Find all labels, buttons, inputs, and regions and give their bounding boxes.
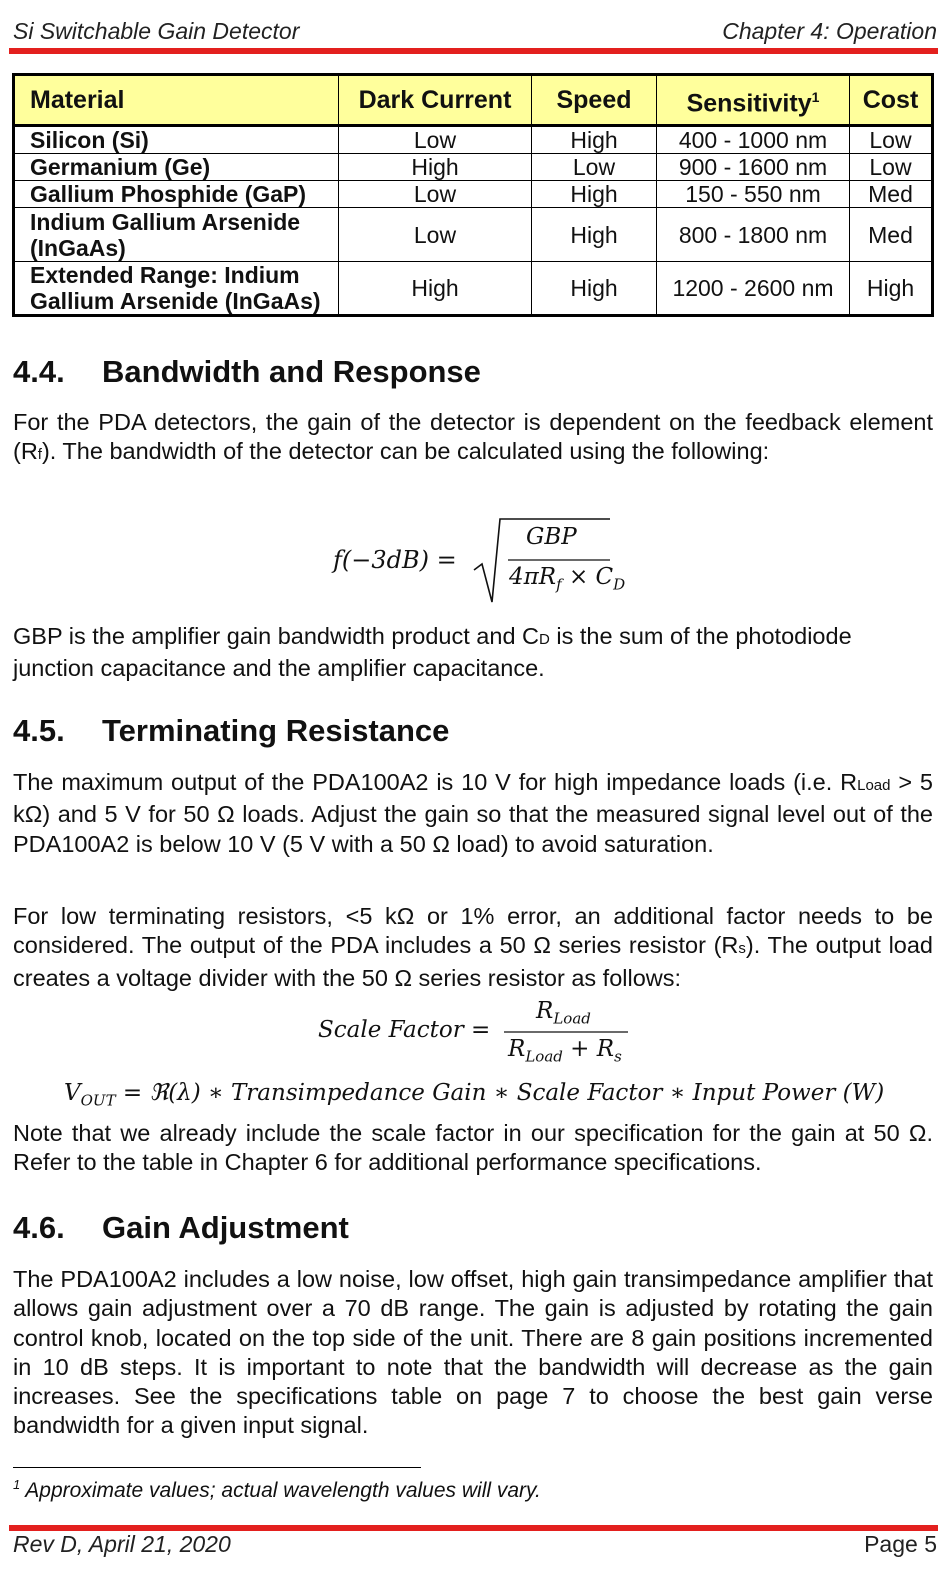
table-cell: High: [532, 181, 657, 208]
paragraph-bandwidth-intro: [13, 408, 933, 470]
table-cell: Low: [850, 126, 933, 154]
col-header: Material: [14, 75, 339, 126]
table-cell: High: [532, 208, 657, 262]
paragraph-max-output: [13, 768, 933, 859]
paragraph-gain-adjustment: The PDA100A2 includes a low noise, low offset, high gain transimpedance amplifier that allows gain adjustment over a 70 dB range. The gain is adjusted by rotating the gain control knob, located on the top side of the unit. There are 8 gain positions incremented in 10 dB steps. It is important to note that the bandwidth will decrease as the gain increases. See the specifications table on page 7 to choose the best gain verse bandwidth for a given input signal.: [13, 1266, 933, 1439]
table-cell: Low: [339, 181, 532, 208]
text-run: ). The output load creates a voltage divider with the 50 Ω series resistor as follows:: [13, 932, 933, 991]
subscript: D: [539, 631, 550, 648]
section-heading-4-4: [13, 354, 481, 390]
eq-bandwidth-denominator: [509, 564, 625, 594]
text-run: R: [508, 1036, 526, 1062]
eq-scale-factor-numerator: [536, 998, 591, 1028]
table-cell: Med: [850, 181, 933, 208]
section-title: Terminating Resistance: [102, 713, 450, 748]
table-cell: Med: [850, 208, 933, 262]
paragraph-low-terminating: [13, 902, 933, 993]
table-cell: Silicon (Si): [30, 127, 149, 153]
text-run: The maximum output of the PDA100A2 is 10 V for high impedance loads (i.e. R: [13, 769, 858, 795]
subscript: Load: [857, 777, 891, 794]
subscript: OUT: [80, 1091, 116, 1110]
eq-bandwidth-numerator: GBP: [526, 524, 577, 550]
table-row: [14, 208, 933, 262]
table-row: [14, 126, 933, 154]
footnote-number: 1: [13, 1477, 21, 1492]
text-run: > 5 kΩ) and 5 V for 50 Ω loads. Adjust the gain so that the measured signal level out of the PDA100A2 is below 10 V (5 V with a 50 Ω load) to avoid saturation.: [13, 769, 933, 857]
footnote-text: Approximate values; actual wavelength values will vary.: [20, 1479, 541, 1502]
col-header: Cost: [850, 75, 933, 126]
section-heading-4-6: [13, 1210, 349, 1246]
section-number: 4.5.: [13, 713, 65, 748]
table-cell: Low: [850, 154, 933, 181]
section-number: 4.6.: [13, 1210, 65, 1245]
text-run: 4πR: [509, 564, 557, 590]
col-header-text: Sensitivity: [686, 89, 812, 118]
table-cell: 1200 - 2600 nm: [657, 262, 850, 316]
footnote-marker: 1: [811, 88, 820, 105]
table-cell: 150 - 550 nm: [657, 181, 850, 208]
subscript: D: [613, 575, 626, 594]
subscript: f: [37, 446, 42, 464]
text-run: For low terminating resistors, <5 kΩ or 1% error, an additional factor needs to be considered. The output of the PDA includes a 50 Ω series resistor (R: [13, 903, 933, 959]
subscript: Load: [525, 1047, 563, 1066]
eq-bandwidth-lhs: f(−3dB) =: [333, 546, 457, 574]
table-cell: Indium Gallium Arsenide (InGaAs): [14, 208, 339, 262]
table-row: [14, 181, 933, 208]
table-header-row: [14, 75, 933, 126]
table-cell: Germanium (Ge): [14, 154, 339, 181]
text-run: = ℜ(λ) ∗ Transimpedance Gain ∗ Scale Factor ∗ Input Power (W): [115, 1080, 885, 1106]
table-cell: High: [532, 126, 657, 154]
table-cell: Low: [339, 126, 532, 154]
section-title: Gain Adjustment: [102, 1210, 349, 1245]
text-run: V: [64, 1080, 81, 1106]
table-cell: 400 - 1000 nm: [657, 126, 850, 154]
subscript: f: [556, 575, 562, 594]
table-cell: High: [339, 154, 532, 181]
text-run: GBP is the amplifier gain bandwidth product and C: [13, 623, 540, 649]
table-cell: 800 - 1800 nm: [657, 208, 850, 262]
subscript: Load: [553, 1009, 591, 1028]
eq-scale-factor-lhs: Scale Factor =: [318, 1017, 491, 1043]
table-cell: Low: [339, 208, 532, 262]
table-cell: High: [339, 262, 532, 316]
subscript: s: [738, 940, 746, 958]
table-cell: High: [532, 262, 657, 316]
text-run: For the PDA detectors, the gain of the detector is dependent on the feedback element (R: [13, 409, 933, 465]
table-row: [14, 154, 933, 181]
section-title: Bandwidth and Response: [102, 354, 481, 389]
fraction-bar: [504, 1030, 628, 1034]
footnote: [13, 1477, 541, 1503]
text-run: R: [536, 998, 554, 1024]
text-run: ). The bandwidth of the detector can be calculated using the following:: [41, 438, 770, 465]
section-number: 4.4.: [13, 354, 65, 389]
section-heading-4-5: [13, 713, 449, 749]
text-run: + R: [562, 1036, 615, 1062]
eq-vout: [64, 1080, 884, 1110]
col-header: Dark Current: [339, 75, 532, 126]
col-header: [657, 75, 850, 126]
table-cell: 900 - 1600 nm: [657, 154, 850, 181]
running-header-title: Si Switchable Gain Detector: [13, 18, 300, 44]
footer-revision: Rev D, April 21, 2020: [13, 1531, 231, 1557]
running-header-chapter: Chapter 4: Operation: [722, 18, 937, 44]
material-table: [12, 73, 934, 317]
text-run: × C: [561, 564, 614, 590]
header-rule: [9, 48, 938, 54]
text-run: is the sum of the photodiode junction capacitance and the amplifier capacitance.: [13, 623, 852, 682]
paragraph-scale-note: Note that we already include the scale factor in our specification for the gain at 50 Ω. Refer to the table in Chapter 6 for additional performance specifications.: [13, 1120, 933, 1176]
table-cell: Low: [532, 154, 657, 181]
col-header: Speed: [532, 75, 657, 126]
page-number: Page 5: [864, 1531, 937, 1557]
subscript: s: [614, 1047, 622, 1066]
eq-scale-factor-denominator: [508, 1036, 622, 1066]
table-cell: Gallium Phosphide (GaP): [14, 181, 339, 208]
footnote-rule: [13, 1467, 421, 1468]
table-row: [14, 262, 933, 316]
paragraph-gbp: [13, 622, 933, 684]
table-cell: High: [850, 262, 933, 316]
table-cell: Extended Range: Indium Gallium Arsenide (InGaAs): [14, 262, 339, 316]
